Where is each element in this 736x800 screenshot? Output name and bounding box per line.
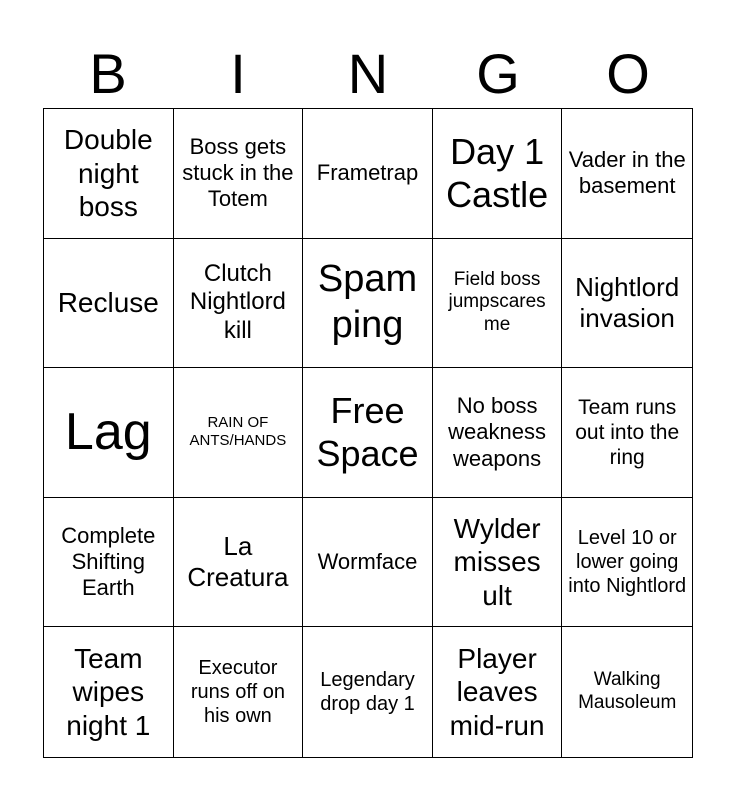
- bingo-cell[interactable]: [44, 368, 174, 498]
- bingo-cell-text: Clutch Nightlord kill: [189, 259, 286, 345]
- bingo-cell-text: Vader in the basement: [568, 146, 686, 199]
- bingo-cell[interactable]: [174, 627, 304, 757]
- bingo-cell[interactable]: [303, 627, 433, 757]
- bingo-cell[interactable]: [44, 498, 174, 628]
- bingo-cell-text: Boss gets stuck in the Totem: [182, 133, 294, 212]
- bingo-cell-text: Wormface: [317, 548, 418, 574]
- bingo-cell-text: Complete Shifting Earth: [61, 522, 156, 601]
- bingo-header: [43, 40, 693, 108]
- bingo-cell-text: Walking Mausoleum: [578, 669, 677, 714]
- bingo-cell-text: Team wipes night 1: [66, 642, 151, 741]
- bingo-cell[interactable]: [303, 239, 433, 369]
- bingo-cell[interactable]: [562, 239, 692, 369]
- bingo-cell-text: Double night boss: [63, 123, 153, 223]
- bingo-cell-text: Spam ping: [317, 258, 418, 346]
- bingo-cell-text: Wylder misses ult: [453, 512, 541, 611]
- bingo-cell-text: Legendary drop day 1: [320, 669, 415, 716]
- bingo-cell[interactable]: [303, 109, 433, 239]
- header-letter-o: O: [606, 42, 650, 105]
- bingo-cell[interactable]: [303, 498, 433, 628]
- bingo-cell-text: RAIN OF ANTS/HANDS: [189, 414, 287, 450]
- bingo-cell-text: No boss weakness weapons: [448, 392, 547, 471]
- header-letter-b: B: [89, 42, 127, 105]
- bingo-cell[interactable]: [433, 109, 563, 239]
- bingo-cell[interactable]: [562, 627, 692, 757]
- bingo-cell-text: Lag: [64, 403, 152, 462]
- bingo-cell[interactable]: [174, 109, 304, 239]
- header-letter-g: G: [476, 42, 520, 105]
- bingo-cell[interactable]: [174, 498, 304, 628]
- bingo-cell-text: Free Space: [316, 390, 419, 475]
- bingo-cell[interactable]: [303, 368, 433, 498]
- bingo-board: [43, 108, 693, 758]
- bingo-cell[interactable]: [433, 498, 563, 628]
- bingo-cell-text: Player leaves mid-run: [449, 642, 545, 741]
- bingo-cell[interactable]: [562, 109, 692, 239]
- header-letter-i: I: [230, 42, 246, 105]
- bingo-cell-text: Recluse: [57, 287, 159, 319]
- bingo-cell[interactable]: [44, 239, 174, 369]
- bingo-cell-text: Nightlord invasion: [575, 271, 680, 333]
- bingo-cell[interactable]: [433, 627, 563, 757]
- bingo-cell-text: Team runs out into the ring: [575, 395, 680, 470]
- bingo-cell[interactable]: [44, 627, 174, 757]
- bingo-cell-text: Field boss jumpscares me: [448, 268, 546, 336]
- bingo-cell[interactable]: [44, 109, 174, 239]
- bingo-cell[interactable]: [562, 368, 692, 498]
- bingo-cell-text: Executor runs off on his own: [190, 657, 285, 728]
- bingo-cell[interactable]: [174, 368, 304, 498]
- bingo-cell[interactable]: [433, 368, 563, 498]
- header-letter-n: N: [347, 42, 389, 105]
- bingo-cell[interactable]: [433, 239, 563, 369]
- bingo-cell-text: Frametrap: [316, 160, 419, 186]
- bingo-cell[interactable]: [174, 239, 304, 369]
- bingo-cell[interactable]: [562, 498, 692, 628]
- bingo-cell-text: Day 1 Castle: [446, 131, 549, 216]
- bingo-cell-text: La Creatura: [187, 530, 289, 593]
- bingo-cell-text: Level 10 or lower going into Nightlord: [568, 527, 687, 598]
